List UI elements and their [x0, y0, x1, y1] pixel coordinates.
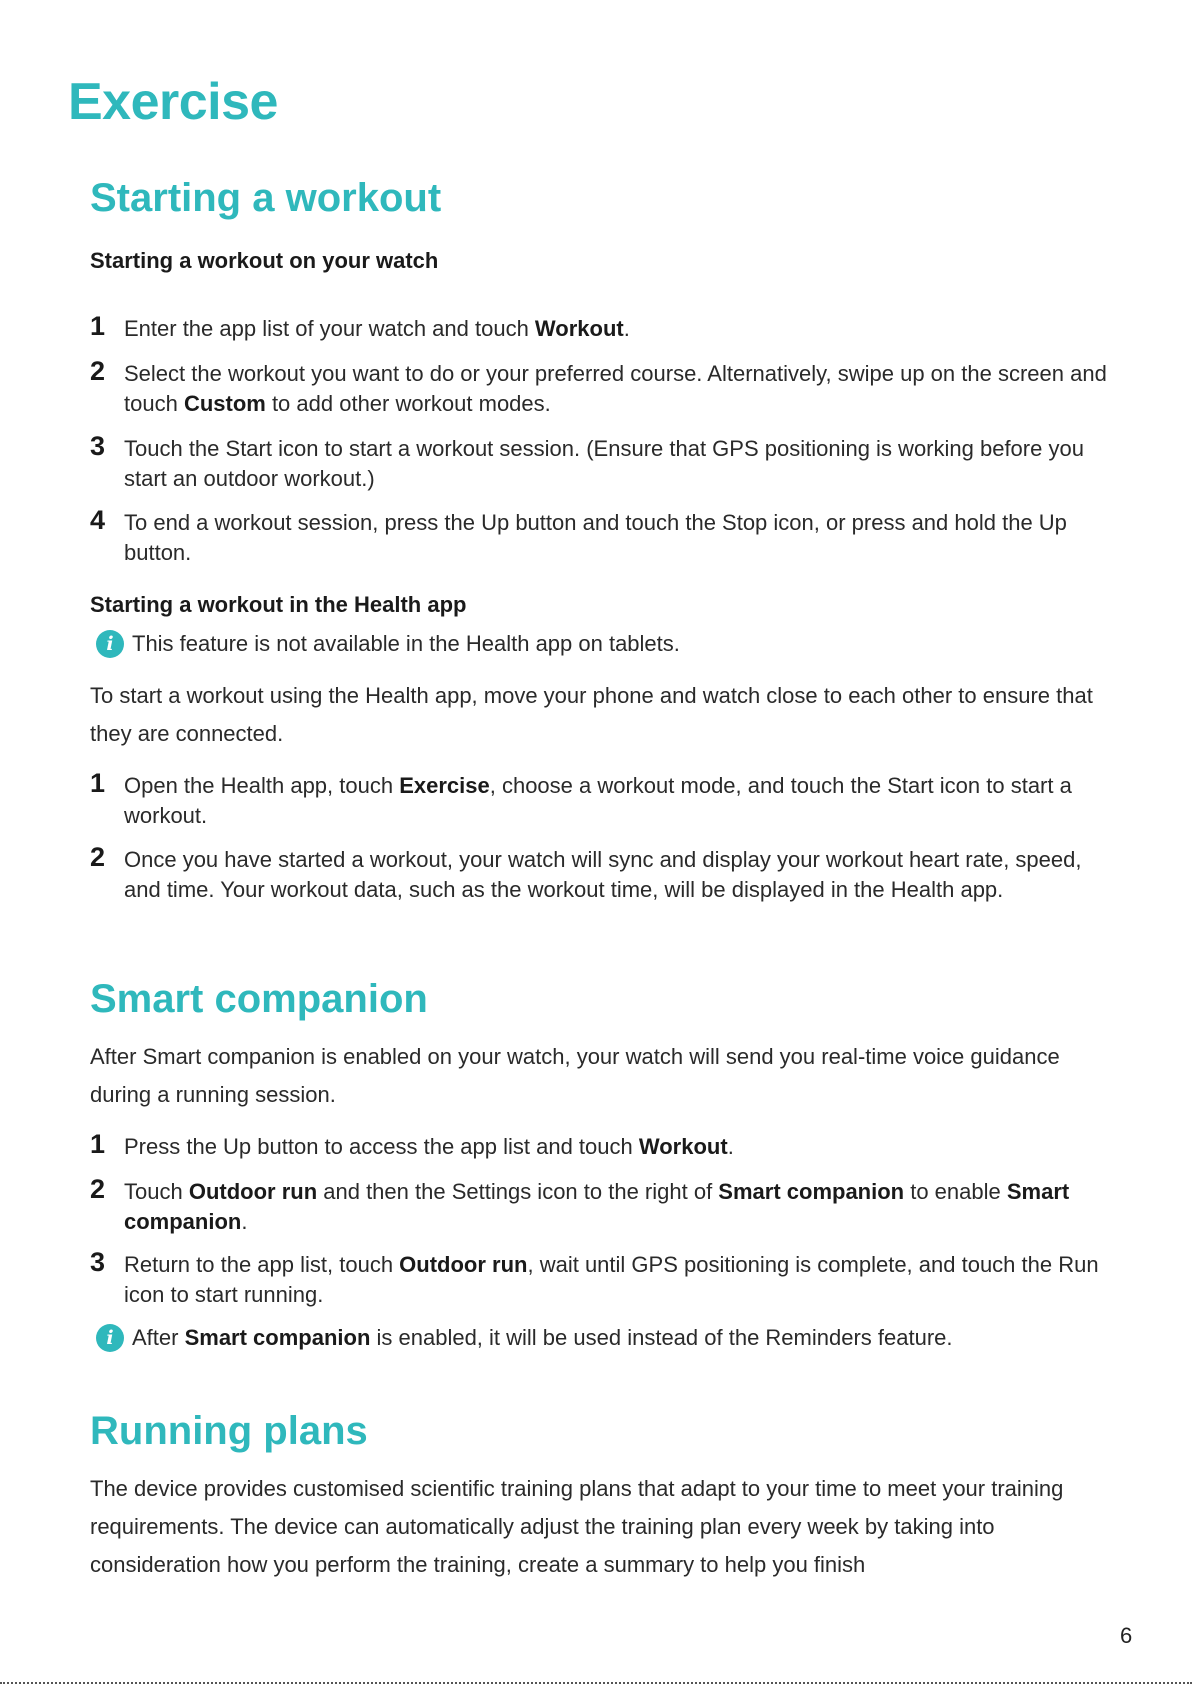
- subsection-workout-in-health-app: Starting a workout in the Health app: [90, 592, 467, 617]
- chapter-title: Exercise: [68, 73, 278, 131]
- step-text: Select the workout you want to do or your preferred course. Alternatively, swipe up on the screen and touch Custom to add other workout modes.: [124, 361, 1107, 416]
- step-number: 2: [90, 1174, 106, 1204]
- step-text: Open the Health app, touch Exercise, choose a workout mode, and touch the Start icon to start a workout.: [124, 773, 1072, 828]
- health-app-intro: To start a workout using the Health app, move your phone and watch close to each other to ensure that they are connected.: [90, 683, 1093, 746]
- info-icon: i: [96, 1324, 124, 1352]
- step-text: Press the Up button to access the app list and touch Workout.: [124, 1134, 734, 1159]
- step-number: 3: [90, 431, 106, 461]
- step-text: To end a workout session, press the Up button and touch the Stop icon, or press and hold the Up button.: [124, 510, 1067, 565]
- section-title-smart-companion: Smart companion: [90, 977, 428, 1021]
- step-number: 4: [90, 505, 106, 535]
- page-number: 6: [1120, 1623, 1133, 1648]
- step-text: Touch the Start icon to start a workout session. (Ensure that GPS positioning is working before you start an outdoor workout.): [124, 436, 1084, 491]
- bottom-rule: [0, 1682, 1192, 1684]
- note-text: This feature is not available in the Health app on tablets.: [132, 631, 680, 656]
- step-text: Return to the app list, touch Outdoor run, wait until GPS positioning is complete, and touch the Run icon to start running.: [124, 1252, 1099, 1307]
- note-text: After Smart companion is enabled, it will be used instead of the Reminders feature.: [132, 1325, 953, 1350]
- step-number: 1: [90, 1129, 106, 1159]
- step-number: 3: [90, 1247, 106, 1277]
- running-plans-intro: The device provides customised scientific training plans that adapt to your time to meet your training requirements. The device can automatically adjust the training plan every week by taking into consideration how you perform the training, create a summary to help you finish: [90, 1476, 1064, 1577]
- step-number: 2: [90, 842, 106, 872]
- subsection-workout-on-watch: Starting a workout on your watch: [90, 248, 439, 273]
- step-text: Once you have started a workout, your watch will sync and display your workout heart rate, speed, and time. Your workout data, such as the workout time, will be displayed in the Health app.: [124, 847, 1082, 902]
- smart-companion-intro: After Smart companion is enabled on your watch, your watch will send you real-time voice guidance during a running session.: [90, 1044, 1060, 1107]
- step-number: 2: [90, 356, 106, 386]
- step-number: 1: [90, 768, 106, 798]
- step-text: Enter the app list of your watch and touch Workout.: [124, 316, 630, 341]
- section-title-starting-workout: Starting a workout: [90, 176, 442, 220]
- step-number: 1: [90, 311, 106, 341]
- section-title-running-plans: Running plans: [90, 1409, 368, 1453]
- info-icon: i: [96, 630, 124, 658]
- step-text: Touch Outdoor run and then the Settings icon to the right of Smart companion to enable Smart companion.: [124, 1179, 1070, 1234]
